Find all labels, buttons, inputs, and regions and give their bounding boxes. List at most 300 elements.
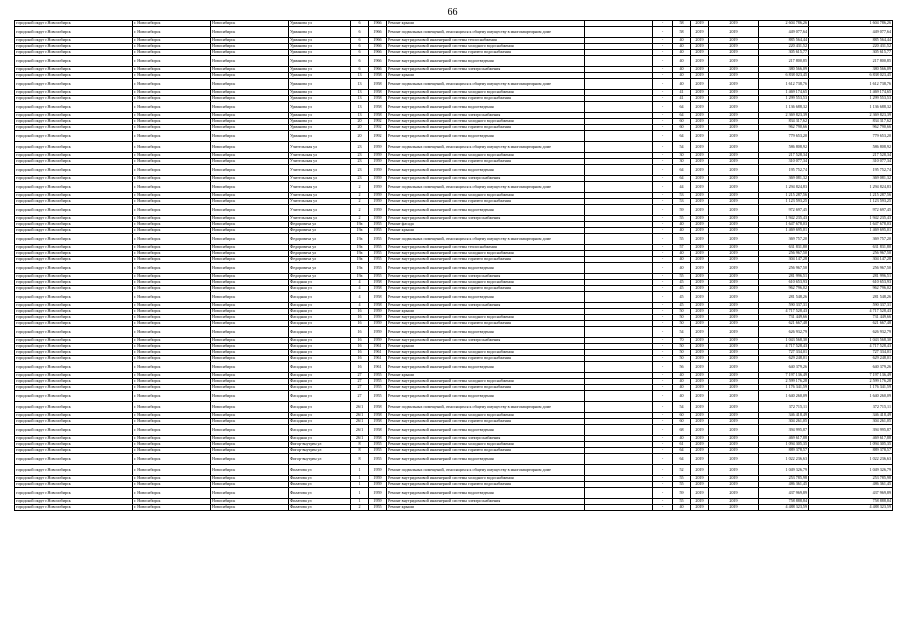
cell-blank1 (585, 488, 653, 499)
cell-area: 64 (673, 165, 691, 176)
cell-house: 27 (351, 379, 369, 385)
cell-area: 56 (673, 362, 691, 373)
cell-dash: - (653, 362, 673, 373)
cell-year: 1958 (369, 79, 387, 90)
cell-cost2: 1 647 678,03 (809, 222, 893, 228)
cell-year: 1958 (369, 292, 387, 303)
cell-area: 55 (673, 274, 691, 280)
cell-dash: - (653, 465, 673, 476)
cell-cost2: 1 294 824,83 (809, 182, 893, 193)
cell-street: Фасадная ул (289, 362, 351, 373)
cell-cost: 1 049 326,79 (759, 465, 809, 476)
cell-year: 1959 (369, 153, 387, 159)
cell-dash: - (653, 56, 673, 67)
cell-house: 19а (351, 228, 369, 234)
cell-dash: - (653, 21, 673, 27)
cell-cost: 586 808,92 (759, 142, 809, 153)
cell-work: Ремонт подвальных помещений, относящихся к общему имуществу в многоквартирном доме (387, 465, 585, 476)
cell-y1: 2019 (691, 234, 709, 245)
cell-house: 4 (351, 303, 369, 309)
cell-cost: 1 123 593,25 (759, 199, 809, 205)
cell-okrug: городской округ г.Новосибирск (15, 344, 133, 350)
cell-street: Урманова ул (289, 125, 351, 131)
cell-okrug: городской округ г.Новосибирск (15, 73, 133, 79)
cell-cost: 889 378,57 (759, 448, 809, 454)
cell-cost2: 962 790,66 (809, 125, 893, 131)
cell-cost: 195 752,74 (759, 165, 809, 176)
cell-street: Урманова ул (289, 67, 351, 73)
cell-year: 1958 (369, 286, 387, 292)
cell-house: 19а (351, 251, 369, 257)
cell-y1: 2019 (691, 228, 709, 234)
cell-y2: 2019 (709, 113, 759, 119)
cell-street: Урманова ул (289, 102, 351, 113)
cell-year: 1955 (369, 379, 387, 385)
cell-year: 1955 (369, 442, 387, 448)
cell-cost2: 1 640 260,09 (809, 391, 893, 402)
cell-mun: Новосибирск (211, 165, 289, 176)
cell-work: Ремонт внутридомовой инженерной системы горячего водоснабжения (387, 321, 585, 327)
cell-street: Федоровича ул (289, 222, 351, 228)
cell-street: Фасадная ул (289, 425, 351, 436)
cell-year: 1966 (369, 27, 387, 38)
cell-year: 1959 (369, 309, 387, 315)
cell-city: г. Новосибирск (133, 199, 211, 205)
cell-y2: 2019 (709, 448, 759, 454)
cell-dash: - (653, 153, 673, 159)
cell-work: Ремонт внутридомовой инженерной системы холодного водоснабжения (387, 90, 585, 96)
cell-y2: 2019 (709, 234, 759, 245)
cell-city: г. Новосибирск (133, 228, 211, 234)
cell-cost: 369 081,32 (759, 176, 809, 182)
cell-city: г. Новосибирск (133, 505, 211, 511)
cell-okrug: городской округ г.Новосибирск (15, 391, 133, 402)
cell-house: 13 (351, 90, 369, 96)
cell-area: 40 (673, 56, 691, 67)
cell-area: 61 (673, 442, 691, 448)
cell-cost2: 281 996,51 (809, 274, 893, 280)
cell-work: Ремонт внутридомовой инженерной системы водоотведения (387, 292, 585, 303)
cell-y1: 2019 (691, 309, 709, 315)
cell-area: 50 (673, 315, 691, 321)
cell-area: 54 (673, 402, 691, 413)
cell-mun: Новосибирск (211, 391, 289, 402)
cell-mun: Новосибирск (211, 142, 289, 153)
table-row (15, 425, 893, 436)
cell-y1: 2019 (691, 303, 709, 309)
cell-city: г. Новосибирск (133, 425, 211, 436)
cell-y2: 2019 (709, 79, 759, 90)
cell-y2: 2019 (709, 102, 759, 113)
cell-house: 13 (351, 73, 369, 79)
cell-dash: - (653, 193, 673, 199)
cell-house: 1 (351, 465, 369, 476)
cell-city: г. Новосибирск (133, 350, 211, 356)
cell-cost: 1 022 236,63 (759, 454, 809, 465)
cell-blank1 (585, 402, 653, 413)
cell-year: 1961 (369, 356, 387, 362)
cell-area: 40 (673, 228, 691, 234)
cell-dash: - (653, 379, 673, 385)
cell-cost2: 281 548,26 (809, 292, 893, 303)
cell-y1: 2019 (691, 327, 709, 338)
cell-street: Урманова ул (289, 90, 351, 96)
cell-mun: Новосибирск (211, 176, 289, 182)
cell-y1: 2019 (691, 27, 709, 38)
cell-work: Ремонт внутридомовой инженерной системы водоотведения (387, 425, 585, 436)
cell-work: Ремонт подвальных помещений, относящихся к общему имуществу в многоквартирном доме (387, 142, 585, 153)
cell-year: 1966 (369, 21, 387, 27)
cell-street: Федоровича ул (289, 234, 351, 245)
cell-y2: 2019 (709, 373, 759, 379)
cell-street: Учительская ул (289, 159, 351, 165)
cell-house: 2 (351, 205, 369, 216)
cell-cost2: 220 431,52 (809, 44, 893, 50)
cell-house: 1 (351, 488, 369, 499)
cell-house: 27 (351, 373, 369, 379)
cell-cost2: 610 653,93 (809, 280, 893, 286)
cell-okrug: городской округ г.Новосибирск (15, 251, 133, 257)
cell-city: г. Новосибирск (133, 142, 211, 153)
cell-dash: - (653, 448, 673, 454)
cell-house: 20 (351, 125, 369, 131)
cell-work: Ремонт внутридомовой инженерной системы горячего водоснабжения (387, 419, 585, 425)
cell-blank1 (585, 27, 653, 38)
cell-y2: 2019 (709, 315, 759, 321)
cell-mun: Новосибирск (211, 125, 289, 131)
cell-okrug: городской округ г.Новосибирск (15, 373, 133, 379)
cell-cost2: 629 248,01 (809, 356, 893, 362)
cell-year: 1955 (369, 222, 387, 228)
cell-house: 26/1 (351, 436, 369, 442)
cell-city: г. Новосибирск (133, 436, 211, 442)
cell-okrug: городской округ г.Новосибирск (15, 499, 133, 505)
cell-city: г. Новосибирск (133, 465, 211, 476)
cell-house: 6 (351, 38, 369, 44)
cell-y1: 2019 (691, 344, 709, 350)
cell-cost: 1 294 824,83 (759, 182, 809, 193)
cell-cost: 962 790,66 (759, 125, 809, 131)
cell-street: Урманова ул (289, 56, 351, 67)
cell-cost2: 631 831,80 (809, 245, 893, 251)
cell-city: г. Новосибирск (133, 303, 211, 309)
cell-cost: 640 379,26 (759, 362, 809, 373)
cell-area: 58 (673, 21, 691, 27)
cell-mun: Новосибирск (211, 44, 289, 50)
cell-work: Ремонт подвальных помещений, относящихся к общему имуществу в многоквартирном доме (387, 402, 585, 413)
cell-street: Учительская ул (289, 205, 351, 216)
table-row (15, 205, 893, 216)
cell-work: Ремонт фасада (387, 222, 585, 228)
cell-dash: - (653, 402, 673, 413)
cell-mun: Новосибирск (211, 67, 289, 73)
cell-street: Учительская ул (289, 176, 351, 182)
cell-y1: 2019 (691, 79, 709, 90)
cell-work: Ремонт внутридомовой инженерной системы теплоснабжения (387, 38, 585, 44)
cell-street: Урманова ул (289, 96, 351, 102)
cell-cost2: 4 717 528,43 (809, 309, 893, 315)
cell-okrug: городской округ г.Новосибирск (15, 286, 133, 292)
cell-cost: 217 800,85 (759, 56, 809, 67)
cell-cost: 346 418,49 (759, 413, 809, 419)
cell-y2: 2019 (709, 338, 759, 344)
cell-cost2: 621 667,48 (809, 321, 893, 327)
cell-y1: 2019 (691, 280, 709, 286)
cell-year: 1966 (369, 38, 387, 44)
cell-dash: - (653, 482, 673, 488)
cell-y2: 2019 (709, 119, 759, 125)
cell-year: 1959 (369, 159, 387, 165)
cell-okrug: городской округ г.Новосибирск (15, 205, 133, 216)
table-row (15, 102, 893, 113)
cell-cost2: 1 136 688,32 (809, 102, 893, 113)
cell-dash: - (653, 113, 673, 119)
cell-area: 40 (673, 436, 691, 442)
cell-cost: 4 488 323,59 (759, 505, 809, 511)
cell-year: 1961 (369, 350, 387, 356)
cell-cost: 1 612 738,76 (759, 79, 809, 90)
cell-dash: - (653, 119, 673, 125)
cell-area: 64 (673, 113, 691, 119)
cell-area: 40 (673, 373, 691, 379)
cell-year: 1959 (369, 327, 387, 338)
cell-y2: 2019 (709, 292, 759, 303)
cell-y1: 2019 (691, 119, 709, 125)
cell-mun: Новосибирск (211, 56, 289, 67)
cell-dash: - (653, 286, 673, 292)
cell-work: Ремонт внутридомовой инженерной системы водоотведения (387, 102, 585, 113)
cell-okrug: городской округ г.Новосибирск (15, 222, 133, 228)
cell-area: 40 (673, 50, 691, 56)
cell-dash: - (653, 315, 673, 321)
cell-y1: 2019 (691, 222, 709, 228)
cell-work: Ремонт внутридомовой инженерной системы горячего водоснабжения (387, 286, 585, 292)
cell-work: Ремонт внутридомовой инженерной системы горячего водоснабжения (387, 199, 585, 205)
cell-house: 27 (351, 391, 369, 402)
cell-area: 55 (673, 482, 691, 488)
table-row (15, 391, 893, 402)
cell-year: 1955 (369, 228, 387, 234)
cell-y2: 2019 (709, 44, 759, 50)
cell-area: 30 (673, 159, 691, 165)
cell-y2: 2019 (709, 303, 759, 309)
cell-house: 8 (351, 442, 369, 448)
cell-dash: - (653, 391, 673, 402)
cell-y2: 2019 (709, 263, 759, 274)
cell-area: 40 (673, 505, 691, 511)
cell-house: 16 (351, 321, 369, 327)
cell-y1: 2019 (691, 454, 709, 465)
cell-area: 45 (673, 286, 691, 292)
cell-dash: - (653, 228, 673, 234)
cell-street: Фасадная ул (289, 419, 351, 425)
cell-dash: - (653, 165, 673, 176)
cell-city: г. Новосибирск (133, 315, 211, 321)
cell-work: Ремонт внутридомовой инженерной системы электроснабжения (387, 274, 585, 280)
cell-street: Урманова ул (289, 119, 351, 125)
cell-year: 1955 (369, 391, 387, 402)
cell-dash: - (653, 303, 673, 309)
cell-city: г. Новосибирск (133, 67, 211, 73)
cell-dash: - (653, 67, 673, 73)
table-row (15, 79, 893, 90)
cell-blank1 (585, 142, 653, 153)
cell-okrug: городской округ г.Новосибирск (15, 257, 133, 263)
cell-year: 1959 (369, 482, 387, 488)
cell-okrug: городской округ г.Новосибирск (15, 356, 133, 362)
cell-house: 19а (351, 245, 369, 251)
cell-area: 64 (673, 131, 691, 142)
cell-city: г. Новосибирск (133, 379, 211, 385)
cell-okrug: городской округ г.Новосибирск (15, 350, 133, 356)
cell-y2: 2019 (709, 67, 759, 73)
cell-year: 1959 (369, 176, 387, 182)
cell-area: 45 (673, 303, 691, 309)
cell-y1: 2019 (691, 425, 709, 436)
cell-year: 1955 (369, 454, 387, 465)
cell-dash: - (653, 292, 673, 303)
cell-cost: 486 361,45 (759, 482, 809, 488)
cell-y1: 2019 (691, 350, 709, 356)
cell-y1: 2019 (691, 448, 709, 454)
table-row (15, 142, 893, 153)
cell-okrug: городской округ г.Новосибирск (15, 315, 133, 321)
cell-y2: 2019 (709, 488, 759, 499)
cell-mun: Новосибирск (211, 234, 289, 245)
cell-cost: 629 248,01 (759, 356, 809, 362)
cell-mun: Новосибирск (211, 274, 289, 280)
cell-cost: 1 215 287,56 (759, 193, 809, 199)
cell-work: Ремонт внутридомовой инженерной системы горячего водоснабжения (387, 385, 585, 391)
cell-cost: 7 197 136,49 (759, 373, 809, 379)
cell-y2: 2019 (709, 73, 759, 79)
cell-street: Филатова ул (289, 476, 351, 482)
cell-city: г. Новосибирск (133, 73, 211, 79)
cell-work: Ремонт подвальных помещений, относящихся к общему имуществу в многоквартирном доме (387, 182, 585, 193)
cell-year: 1955 (369, 257, 387, 263)
cell-y2: 2019 (709, 216, 759, 222)
cell-mun: Новосибирск (211, 96, 289, 102)
cell-city: г. Новосибирск (133, 274, 211, 280)
cell-year: 1955 (369, 448, 387, 454)
cell-blank1 (585, 454, 653, 465)
cell-street: Федоровича ул (289, 245, 351, 251)
cell-blank1 (585, 56, 653, 67)
table-row (15, 465, 893, 476)
cell-area: 64 (673, 454, 691, 465)
cell-y2: 2019 (709, 21, 759, 27)
cell-okrug: городской округ г.Новосибирск (15, 448, 133, 454)
cell-city: г. Новосибирск (133, 362, 211, 373)
cell-area: 40 (673, 44, 691, 50)
cell-y1: 2019 (691, 96, 709, 102)
cell-year: 1958 (369, 280, 387, 286)
cell-okrug: городской округ г.Новосибирск (15, 245, 133, 251)
cell-mun: Новосибирск (211, 263, 289, 274)
cell-okrug: городской округ г.Новосибирск (15, 176, 133, 182)
cell-mun: Новосибирск (211, 228, 289, 234)
cell-house: 6 (351, 21, 369, 27)
cell-house: 1 (351, 499, 369, 505)
cell-okrug: городской округ г.Новосибирск (15, 321, 133, 327)
cell-cost: 281 996,51 (759, 274, 809, 280)
cell-cost: 372 715,11 (759, 402, 809, 413)
table-row (15, 327, 893, 338)
cell-blank1 (585, 327, 653, 338)
cell-okrug: городской округ г.Новосибирск (15, 102, 133, 113)
cell-dash: - (653, 222, 673, 228)
cell-okrug: городской округ г.Новосибирск (15, 113, 133, 119)
cell-cost2: 586 808,92 (809, 142, 893, 153)
cell-y1: 2019 (691, 385, 709, 391)
cell-year: 1959 (369, 465, 387, 476)
cell-cost2: 305 615,77 (809, 50, 893, 56)
cell-street: Фасадная ул (289, 391, 351, 402)
cell-cost: 4 717 528,43 (759, 344, 809, 350)
cell-cost: 1 299 553,53 (759, 96, 809, 102)
cell-city: г. Новосибирск (133, 419, 211, 425)
cell-dash: - (653, 205, 673, 216)
cell-city: г. Новосибирск (133, 482, 211, 488)
cell-city: г. Новосибирск (133, 263, 211, 274)
cell-mun: Новосибирск (211, 79, 289, 90)
cell-street: Урманова ул (289, 38, 351, 44)
cell-city: г. Новосибирск (133, 90, 211, 96)
cell-dash: - (653, 442, 673, 448)
cell-cost: 2 599 176,28 (759, 379, 809, 385)
cell-y2: 2019 (709, 402, 759, 413)
cell-mun: Новосибирск (211, 321, 289, 327)
cell-area: 50 (673, 356, 691, 362)
cell-area: 30 (673, 153, 691, 159)
cell-y1: 2019 (691, 373, 709, 379)
cell-mun: Новосибирск (211, 442, 289, 448)
cell-cost: 437 969,89 (759, 488, 809, 499)
cell-y1: 2019 (691, 356, 709, 362)
cell-cost: 253 785,98 (759, 476, 809, 482)
cell-okrug: городской округ г.Новосибирск (15, 153, 133, 159)
cell-okrug: городской округ г.Новосибирск (15, 125, 133, 131)
cell-street: Учительская ул (289, 142, 351, 153)
cell-dash: - (653, 373, 673, 379)
cell-mun: Новосибирск (211, 245, 289, 251)
cell-dash: - (653, 274, 673, 280)
cell-y2: 2019 (709, 142, 759, 153)
cell-street: Филатова ул (289, 505, 351, 511)
cell-work: Ремонт внутридомовой инженерной системы горячего водоснабжения (387, 50, 585, 56)
cell-mun: Новосибирск (211, 476, 289, 482)
table-row (15, 182, 893, 193)
cell-cost: 1 136 688,32 (759, 102, 809, 113)
cell-work: Ремонт внутридомовой инженерной системы водоотведения (387, 488, 585, 499)
cell-cost2: 217 528,34 (809, 153, 893, 159)
cell-blank1 (585, 182, 653, 193)
cell-work: Ремонт крыши (387, 73, 585, 79)
cell-mun: Новосибирск (211, 448, 289, 454)
cell-area: 50 (673, 344, 691, 350)
cell-house: 23 (351, 153, 369, 159)
cell-cost2: 1 022 236,63 (809, 454, 893, 465)
cell-year: 1959 (369, 165, 387, 176)
cell-street: Фигор-внутрен ул (289, 442, 351, 448)
cell-year: 1958 (369, 90, 387, 96)
table-row (15, 505, 893, 511)
cell-okrug: городской округ г.Новосибирск (15, 38, 133, 44)
cell-year: 1959 (369, 488, 387, 499)
cell-okrug: городской округ г.Новосибирск (15, 142, 133, 153)
cell-cost2: 380 566,09 (809, 67, 893, 73)
cell-area: 40 (673, 251, 691, 257)
